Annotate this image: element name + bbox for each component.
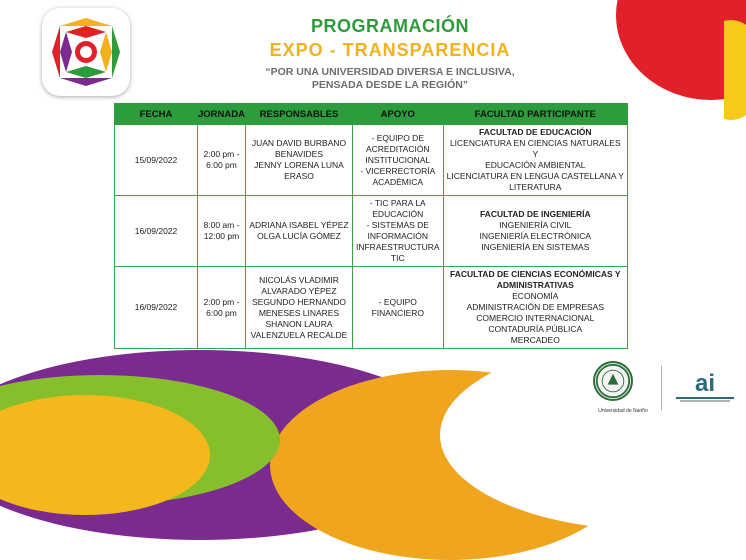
university-logo (593, 361, 653, 414)
cell-apoyo: - EQUIPO FINANCIERO (352, 267, 443, 349)
app-logo-card (42, 8, 130, 96)
column-header-facultad: FACULTAD PARTICIPANTE (443, 104, 627, 125)
cell-responsables: NICOLÁS VLADIMIR ALVARADO YÉPEZ SEGUNDO HERNANDO MENESES LINARES SHANON LAURA VALENZUELA RECALDE (245, 267, 352, 349)
table-row (115, 125, 628, 196)
page-subtitle: EXPO - TRANSPARENCIA (269, 40, 511, 60)
slogan-line-2: PENSADA DESDE LA REGIÓN” (311, 79, 469, 91)
column-header-jornada: JORNADA (198, 104, 246, 125)
app-logo-icon (42, 8, 130, 96)
cell-responsables: ADRIANA ISABEL YÉPEZ OLGA LUCÍA GÓMEZ (245, 196, 352, 267)
table-row (115, 267, 628, 349)
cell-facultad: FACULTAD DE INGENIERÍA INGENIERÍA CIVIL INGENIERÍA ELECTRÓNICA INGENIERÍA EN SISTEMAS (443, 196, 627, 267)
university-seal-icon (593, 361, 633, 401)
footer-logos (593, 361, 740, 414)
table-header-row (115, 104, 628, 125)
slogan-line-1: “POR UNA UNIVERSIDAD DIVERSA E INCLUSIVA, (265, 66, 515, 78)
schedule-table (114, 103, 628, 349)
cell-jornada: 2:00 pm - 6:00 pm (198, 125, 246, 196)
cell-apoyo: - EQUIPO DE ACREDITACIÓN INSTITUCIONAL - VICERRECTORÍA ACADÉMICA (352, 125, 443, 196)
cell-jornada: 8:00 am - 12:00 pm (198, 196, 246, 267)
faculty-name: FACULTAD DE EDUCACIÓN (479, 127, 592, 137)
accreditation-logo (670, 372, 740, 403)
cell-fecha: 16/09/2022 (115, 267, 198, 349)
cell-facultad: FACULTAD DE EDUCACIÓN LICENCIATURA EN CIENCIAS NATURALES Y EDUCACIÓN AMBIENTAL LICENCIATURA EN LENGUA CASTELLANA Y LITERATURA (443, 125, 627, 196)
footer-divider (661, 366, 662, 410)
accreditation-logo-icon: ai (694, 370, 715, 397)
column-header-fecha: FECHA (115, 104, 198, 125)
column-header-responsables: RESPONSABLES (245, 104, 352, 125)
cell-responsables: JUAN DAVID BURBANO BENAVIDES JENNY LORENA LUNA ERASO (245, 125, 352, 196)
accreditation-caption (670, 397, 740, 402)
university-name: Universidad de Nariño (598, 408, 648, 414)
cell-apoyo: - TIC PARA LA EDUCACIÓN - SISTEMAS DE INFORMACIÓN INFRAESTRUCTURA TIC (352, 196, 443, 267)
cell-facultad: FACULTAD DE CIENCIAS ECONÓMICAS Y ADMINISTRATIVAS ECONOMÍA ADMINISTRACIÓN DE EMPRESAS COMERCIO INTERNACIONAL CONTADURÍA PÚBLICA MERCADEO (443, 267, 627, 349)
cell-fecha: 16/09/2022 (115, 196, 198, 267)
table-row (115, 196, 628, 267)
page-title: PROGRAMACIÓN (311, 16, 469, 36)
faculty-name: FACULTAD DE INGENIERÍA (479, 209, 591, 219)
cell-fecha: 15/09/2022 (115, 125, 198, 196)
column-header-apoyo: APOYO (352, 104, 443, 125)
slogan-quote (200, 66, 580, 92)
cell-jornada: 2:00 pm - 6:00 pm (198, 267, 246, 349)
faculty-name: FACULTAD DE CIENCIAS ECONÓMICAS Y ADMINISTRATIVAS (450, 269, 621, 290)
